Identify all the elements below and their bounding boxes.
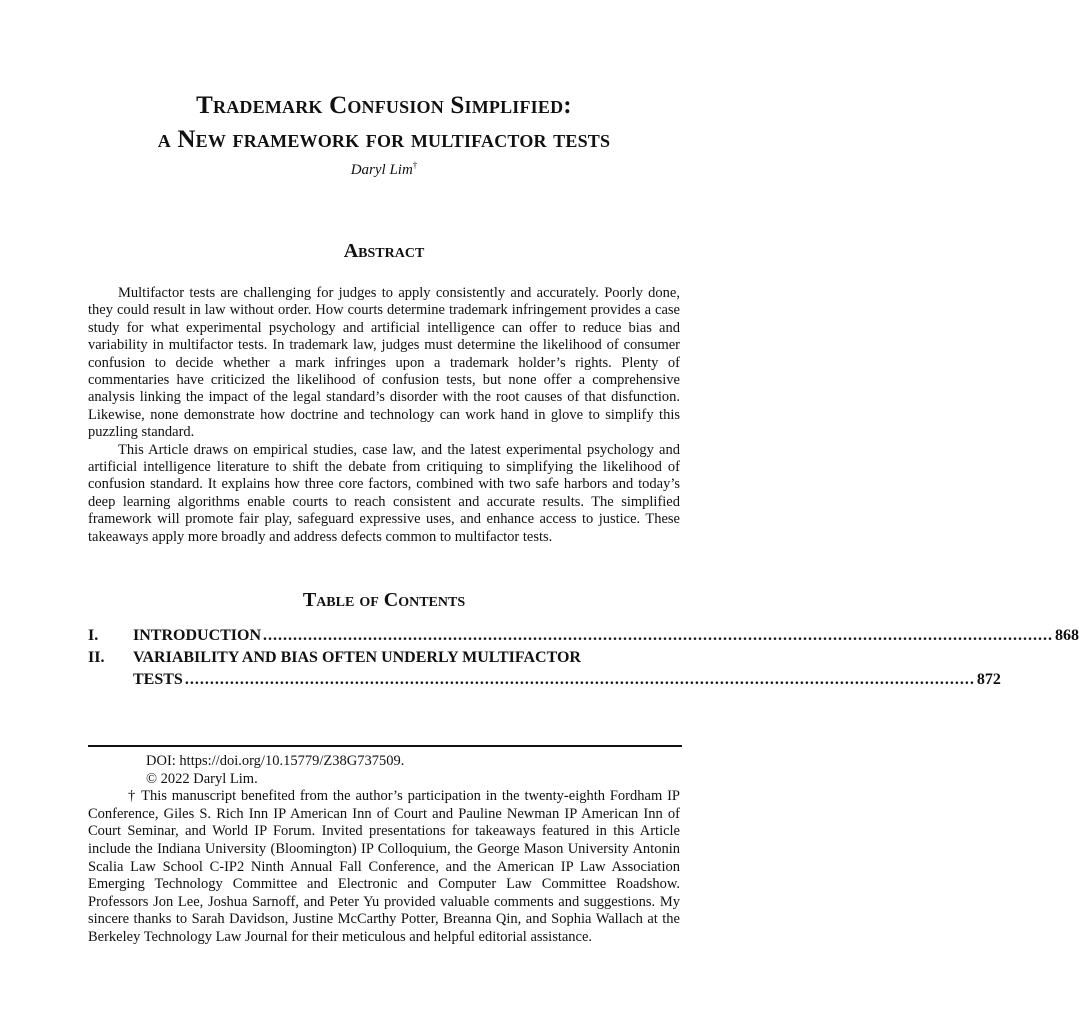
abstract-paragraph: This Article draws on empirical studies, case law, and the latest experimental psychology and artificial intelligence literature to shift the debate from critiquing to simplifying the likelihood of confusion standard. It explains how three core factors, combined with two safe harbors and today’s deep learning algorithms enable courts to reach consistent and accurate results. The simplified framework will promote fair play, safeguard expressive uses, and enhance access to justice. These takeaways apply more broadly and address defects common to multifactor tests. — [88, 441, 680, 545]
toc-entry-page: 868 — [1055, 627, 1079, 644]
footnotes — [88, 753, 680, 947]
toc-leader-dots — [263, 625, 1053, 647]
toc-entry-page: 872 — [976, 671, 1001, 688]
toc-entry-number: II. — [88, 649, 105, 666]
toc-entry-number: I. — [88, 627, 99, 644]
footnote-divider — [88, 745, 682, 747]
author-byline — [0, 160, 768, 179]
article-title-line-1: Trademark Confusion Simplified: — [196, 92, 572, 119]
abstract-body — [88, 285, 680, 546]
table-of-contents — [88, 625, 1079, 691]
toc-entry-title: INTRODUCTION — [133, 627, 262, 644]
author-name: Daryl Lim — [350, 162, 413, 178]
toc-leader-dots — [185, 669, 975, 691]
abstract-paragraph: Multifactor tests are challenging for judges to apply consistently and accurately. Poorly done, they could result in law without order. How courts determine trademark infringement provides a case study for what experimental psychology and artificial intelligence can offer to reduce bias and variability in multifactor tests. In trademark law, judges must determine the likelihood of consumer confusion to decide whether a mark infringes upon a trademark holder’s rights. Plenty of commentaries have criticized the likelihood of confusion tests, but none offer a comprehensive analysis linking the impact of the legal standard’s disorder with the root causes of that disfunction. Likewise, none demonstrate how doctrine and technology can work hand in glove to simplify this puzzling standard. — [88, 285, 680, 441]
abstract-heading: Abstract — [343, 240, 425, 262]
footnote-copyright: © 2022 Daryl Lim. — [146, 770, 258, 787]
toc-entry-title-continued: TESTS — [133, 671, 183, 688]
toc-entry[interactable] — [88, 625, 1079, 647]
footnote-dagger: † This manuscript benefited from the author’s participation in the twenty-eighth Fordham IP Conference, Giles S. Rich Inn IP American Inn of Court and Pauline Newman IP American Inn of Court Seminar, and World IP Forum. Invited presentations for takeaways featured in this Article include the Indiana University (Bloomington) IP Colloquium, the George Mason University Antonin Scalia Law School C-IP2 Ninth Annual Fall Conference, and the American IP Law Association Emerging Technology Committee and Electronic and Computer Law Committee Roadshow. Professors Jon Lee, Joshua Sarnoff, and Peter Yu provided valuable comments and suggestions. My sincere thanks to Sarah Davidson, Justine McCarthy Potter, Breanna Qin, and Sophia Wallach at the Berkeley Technology Law Journal for their meticulous and helpful editorial assistance. — [88, 788, 680, 945]
footnote-doi[interactable]: DOI: https://doi.org/10.15779/Z38G737509. — [146, 753, 405, 769]
table-of-contents-heading: Table of Contents — [302, 589, 466, 611]
toc-entry-title: VARIABILITY AND BIAS OFTEN UNDERLY MULTIFACTOR — [133, 649, 581, 666]
author-footnote-mark: † — [412, 160, 418, 170]
toc-entry[interactable] — [88, 647, 1001, 691]
article-title-line-2: a New framework for multifactor tests — [157, 126, 611, 153]
